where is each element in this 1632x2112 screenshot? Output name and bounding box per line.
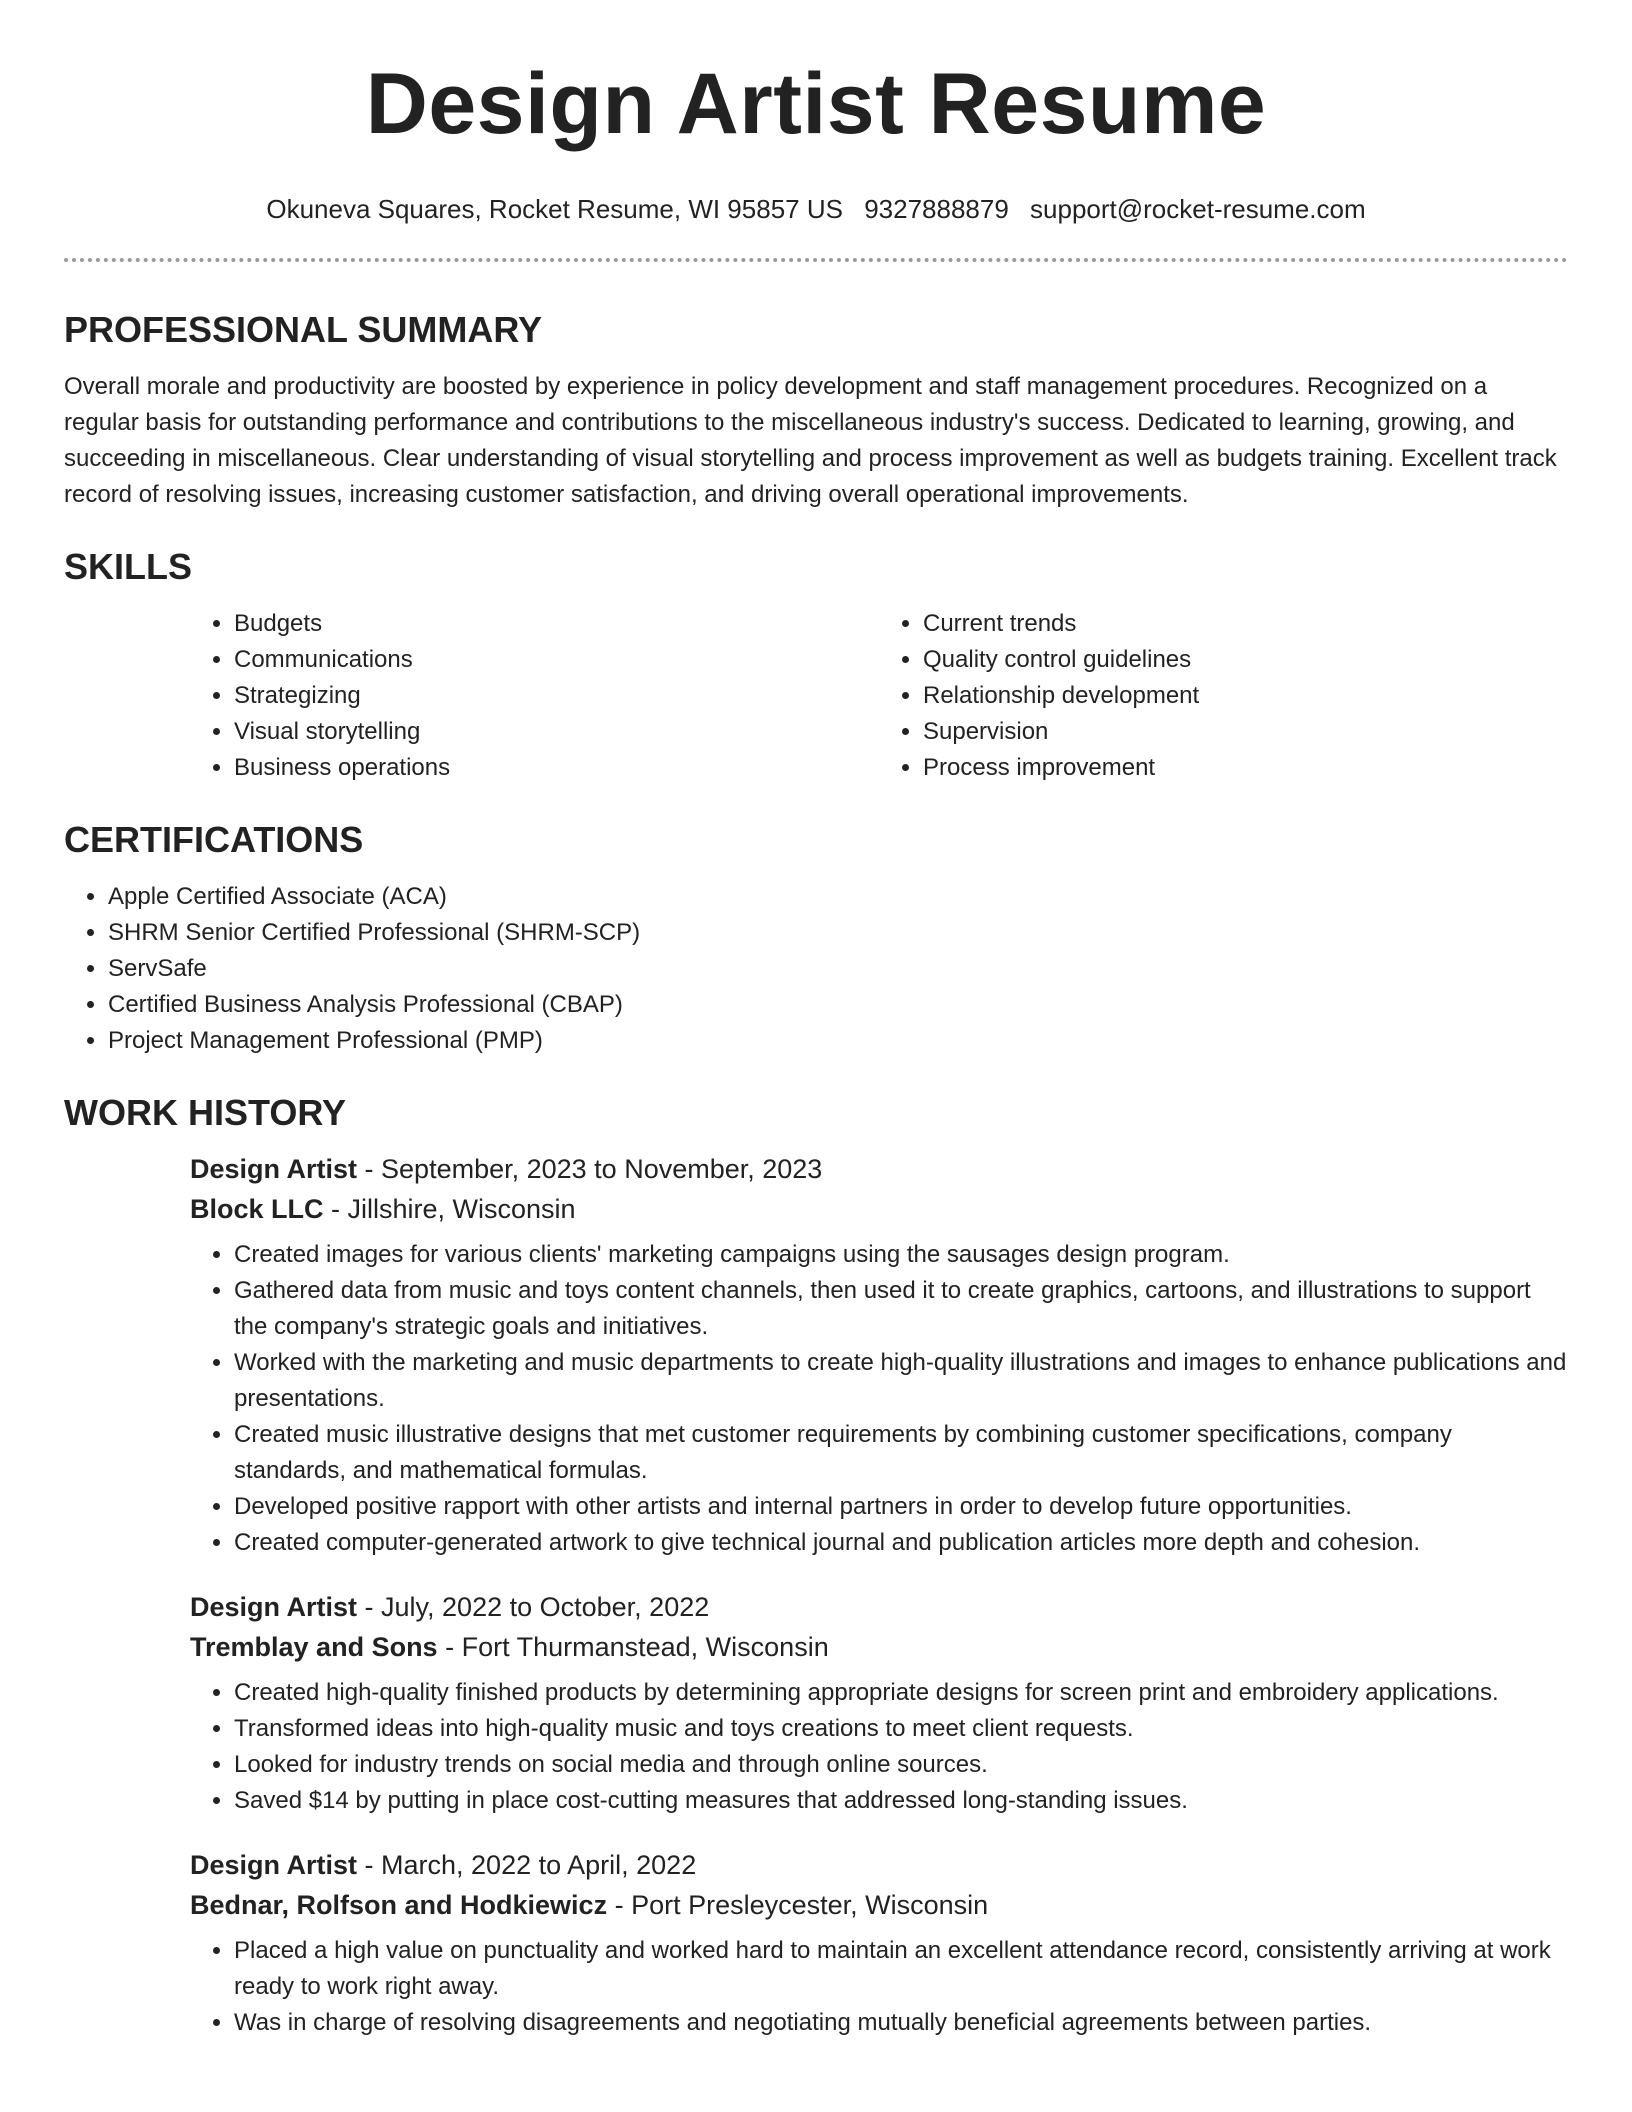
resume-title: Design Artist Resume [365, 56, 1267, 152]
skills-section [64, 545, 1568, 786]
job-location: - Jillshire, Wisconsin [323, 1194, 576, 1224]
resume-page [64, 0, 1568, 2041]
job-bullets [190, 1237, 1568, 1561]
job-entry [190, 1845, 1568, 2041]
skills-heading: SKILLS [64, 546, 193, 587]
job-dates: - September, 2023 to November, 2023 [357, 1154, 823, 1184]
skill-item: • Supervision [923, 714, 1568, 750]
skill-item: • Communications [234, 642, 879, 678]
certification-item: • SHRM Senior Certified Professional (SHRM-SCP) [108, 915, 1568, 951]
job-bullets [190, 1933, 1568, 2041]
contact-address: Okuneva Squares, Rocket Resume, WI 95857 US [266, 194, 843, 224]
summary-heading: PROFESSIONAL SUMMARY [64, 309, 543, 350]
job-bullet: • Was in charge of resolving disagreements and negotiating mutually beneficial agreements between parties. [234, 2005, 1568, 2041]
job-title: Design Artist [190, 1592, 358, 1622]
work-section [64, 1091, 1568, 2041]
job-entry [190, 1149, 1568, 1561]
job-title-line [190, 1587, 1568, 1627]
job-company: Bednar, Rolfson and Hodkiewicz [190, 1890, 608, 1920]
job-company: Tremblay and Sons [190, 1632, 438, 1662]
job-bullets [190, 1675, 1568, 1819]
job-bullet: • Transformed ideas into high-quality music and toys creations to meet client requests. [234, 1711, 1568, 1747]
skill-item: • Strategizing [234, 678, 879, 714]
job-bullet: • Developed positive rapport with other artists and internal partners in order to develop future opportunities. [234, 1489, 1568, 1525]
job-title-line [190, 1149, 1568, 1189]
contact-line [64, 192, 1568, 226]
job-bullet: • Created computer-generated artwork to give technical journal and publication articles more depth and cohesion. [234, 1525, 1568, 1561]
job-company-line [190, 1189, 1568, 1229]
skill-item: • Budgets [234, 606, 879, 642]
job-bullet: • Looked for industry trends on social media and through online sources. [234, 1747, 1568, 1783]
job-bullet: • Created images for various clients' marketing campaigns using the sausages design program. [234, 1237, 1568, 1273]
job-dates: - July, 2022 to October, 2022 [357, 1592, 710, 1622]
skill-item: • Visual storytelling [234, 714, 879, 750]
certifications-list [64, 879, 1568, 1059]
job-title: Design Artist [190, 1850, 358, 1880]
skill-item: • Process improvement [923, 750, 1568, 786]
job-title-line [190, 1845, 1568, 1885]
skills-list-right [879, 606, 1568, 786]
job-dates: - March, 2022 to April, 2022 [357, 1850, 697, 1880]
job-company: Block LLC [190, 1194, 324, 1224]
job-bullet: • Created high-quality finished products by determining appropriate designs for screen print and embroidery applications. [234, 1675, 1568, 1711]
certification-item: • Certified Business Analysis Professional (CBAP) [108, 987, 1568, 1023]
contact-phone: 9327888879 [864, 194, 1009, 224]
work-heading: WORK HISTORY [64, 1092, 347, 1133]
summary-section [64, 308, 1568, 513]
job-location: - Port Presleycester, Wisconsin [607, 1890, 989, 1920]
certifications-section [64, 818, 1568, 1059]
job-entry [190, 1587, 1568, 1819]
summary-text: Overall morale and productivity are boosted by experience in policy development and staff management procedures. Recognized on a regular basis for outstanding performance and contributions to the miscellaneous industry's success. Dedicated to learning, growing, and succeeding in miscellaneous. Clear understanding of visual storytelling and process improvement as well as budgets training. Excellent track record of resolving issues, increasing customer satisfaction, and driving overall operational improvements. [64, 373, 1557, 508]
job-bullet: • Saved $14 by putting in place cost-cutting measures that addressed long-standing issues. [234, 1783, 1568, 1819]
job-title: Design Artist [190, 1154, 358, 1184]
skill-item: • Current trends [923, 606, 1568, 642]
job-company-line [190, 1627, 1568, 1667]
job-bullet: • Gathered data from music and toys content channels, then used it to create graphics, cartoons, and illustrations to support the company's strategic goals and initiatives. [234, 1273, 1568, 1345]
contact-email: support@rocket-resume.com [1030, 194, 1366, 224]
job-company-line [190, 1885, 1568, 1925]
job-bullet: • Worked with the marketing and music departments to create high-quality illustrations and images to enhance publications and presentations. [234, 1345, 1568, 1417]
certification-item: • Project Management Professional (PMP) [108, 1023, 1568, 1059]
skills-list-left [190, 606, 879, 786]
certification-item: • Apple Certified Associate (ACA) [108, 879, 1568, 915]
header-divider [64, 258, 1568, 262]
skills-columns [190, 606, 1568, 786]
certification-item: • ServSafe [108, 951, 1568, 987]
skill-item: • Quality control guidelines [923, 642, 1568, 678]
job-location: - Fort Thurmanstead, Wisconsin [437, 1632, 829, 1662]
skill-item: • Relationship development [923, 678, 1568, 714]
skill-item: • Business operations [234, 750, 879, 786]
job-bullet: • Created music illustrative designs that met customer requirements by combining customer specifications, company standards, and mathematical formulas. [234, 1417, 1568, 1489]
job-bullet: • Placed a high value on punctuality and worked hard to maintain an excellent attendance record, consistently arriving at work ready to work right away. [234, 1933, 1568, 2005]
certifications-heading: CERTIFICATIONS [64, 819, 364, 860]
